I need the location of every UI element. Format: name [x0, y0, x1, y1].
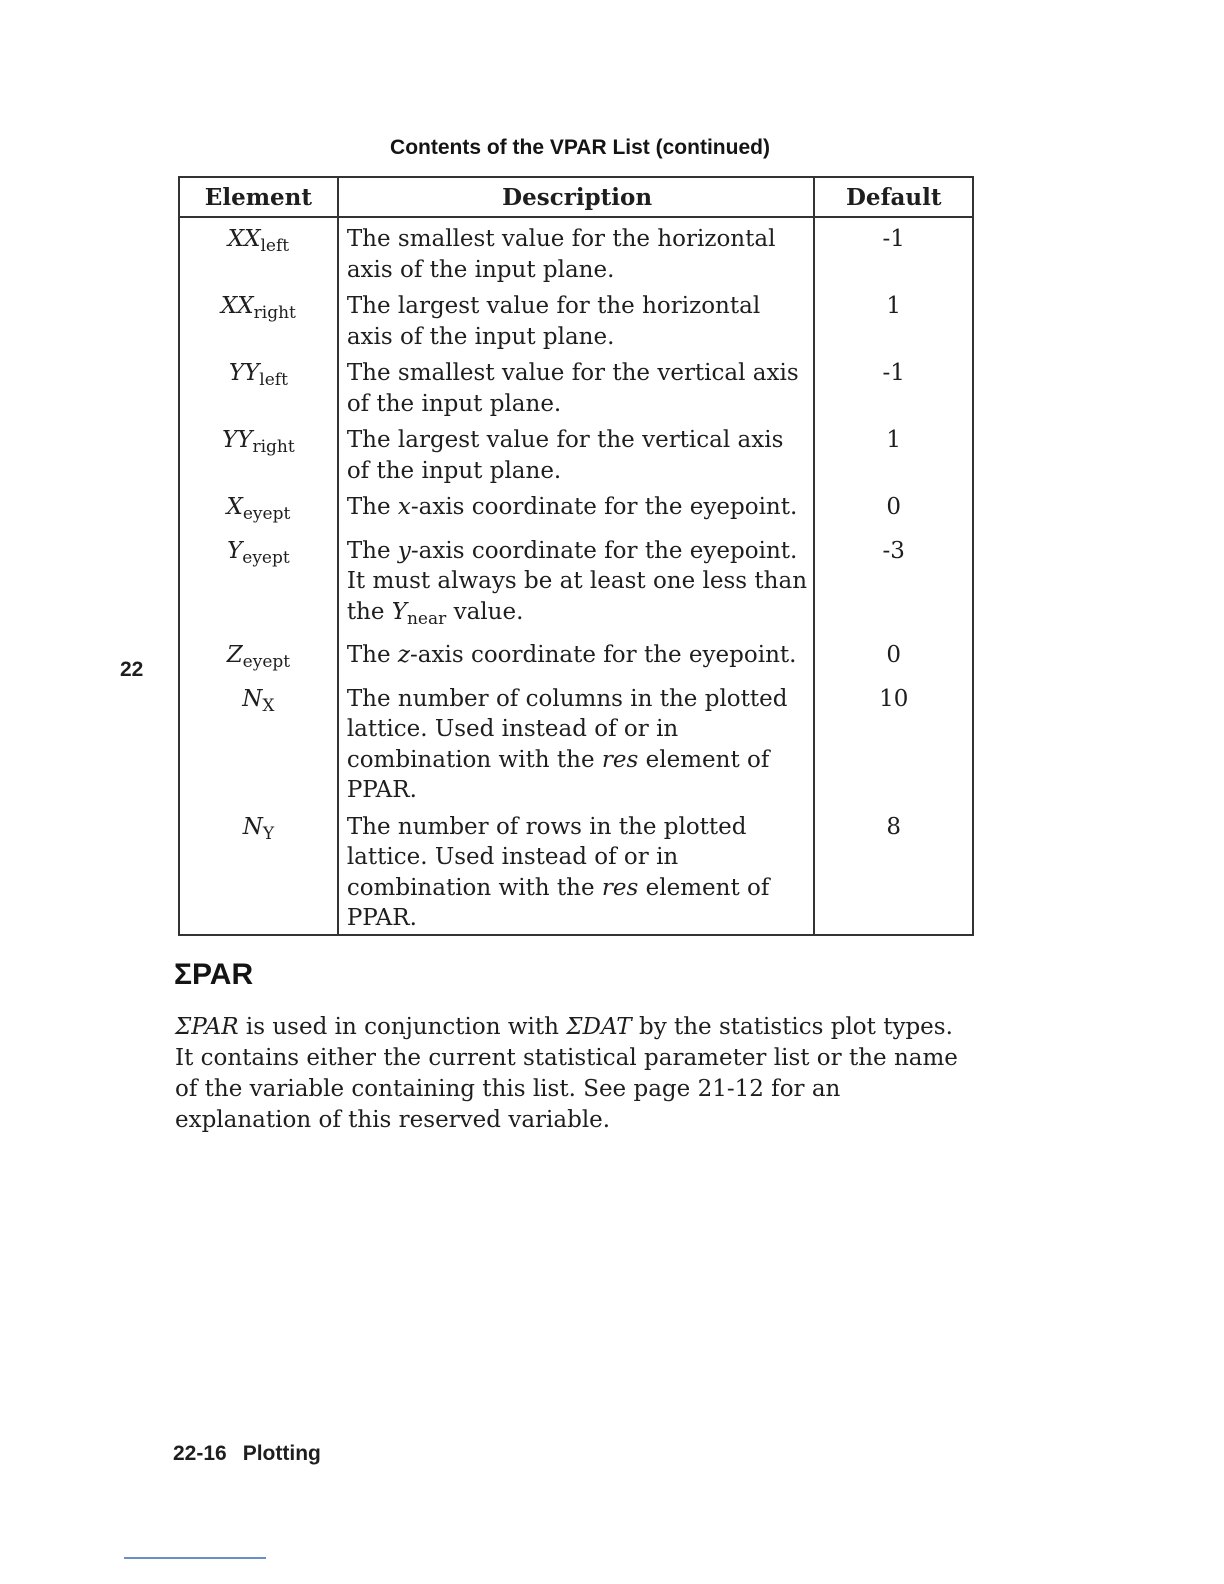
- section-heading: ΣPAR: [174, 958, 254, 991]
- description-cell: The number of columns in the plotted lattice. Used instead of or in combination with the res element of PPAR.: [338, 678, 815, 806]
- default-cell: 0: [814, 486, 973, 530]
- table-caption: Contents of the VPAR List (continued): [390, 136, 770, 159]
- table-row: [179, 285, 973, 352]
- table-row: [179, 352, 973, 419]
- description-cell: The y-axis coordinate for the eyepoint. It must always be at least one less than the $Y_{near}$ value.: [338, 530, 815, 635]
- default-cell: -1: [814, 352, 973, 419]
- element-cell: $YY_{left}$: [228, 360, 288, 390]
- vpar-table: [178, 176, 974, 936]
- table-row: [179, 486, 973, 530]
- description-cell: The smallest value for the vertical axis of the input plane.: [338, 352, 815, 419]
- page-number: 22-16: [173, 1442, 227, 1465]
- default-cell: 8: [814, 806, 973, 935]
- header-description: Description: [338, 177, 815, 217]
- table-row: [179, 806, 973, 935]
- table-row: [179, 217, 973, 285]
- table-row: [179, 678, 973, 806]
- description-cell: The smallest value for the horizontal axis of the input plane.: [338, 217, 815, 285]
- element-cell: $N_X$: [242, 685, 275, 716]
- default-cell: -3: [814, 530, 973, 635]
- header-default: Default: [814, 177, 973, 217]
- element-cell: $Z_{eyept}$: [226, 642, 291, 672]
- element-cell: $XX_{left}$: [227, 226, 290, 256]
- description-cell: The number of rows in the plotted lattice. Used instead of or in combination with the res element of PPAR.: [338, 806, 815, 935]
- table-row: [179, 634, 973, 678]
- chapter-name: Plotting: [242, 1442, 321, 1465]
- chapter-tab: 22: [120, 658, 144, 681]
- description-cell: The largest value for the horizontal axis of the input plane.: [338, 285, 815, 352]
- default-cell: 10: [814, 678, 973, 806]
- table-row: [179, 419, 973, 486]
- description-cell: The z-axis coordinate for the eyepoint.: [338, 634, 815, 678]
- default-cell: 1: [814, 419, 973, 486]
- default-cell: 1: [814, 285, 973, 352]
- default-cell: -1: [814, 217, 973, 285]
- default-cell: 0: [814, 634, 973, 678]
- table-row: [179, 530, 973, 635]
- description-cell: The largest value for the vertical axis of the input plane.: [338, 419, 815, 486]
- description-cell: The x-axis coordinate for the eyepoint.: [338, 486, 815, 530]
- bottom-rule: [124, 1557, 266, 1559]
- element-cell: $Y_{eyept}$: [227, 537, 290, 568]
- element-cell: $N_Y$: [242, 813, 275, 844]
- page-footer: [173, 1442, 321, 1466]
- section-body: ΣPAR is used in conjunction with ΣDAT by the statistics plot types. It contains either the current statistical parameter list or the name of the variable containing this list. See page 21-12 for an explanation of this reserved variable.: [175, 1014, 958, 1133]
- element-cell: $XX_{right}$: [220, 293, 296, 323]
- element-cell: $YY_{right}$: [222, 427, 295, 457]
- table-header-row: [179, 177, 973, 217]
- header-element: Element: [179, 177, 338, 217]
- element-cell: $X_{eyept}$: [226, 494, 291, 524]
